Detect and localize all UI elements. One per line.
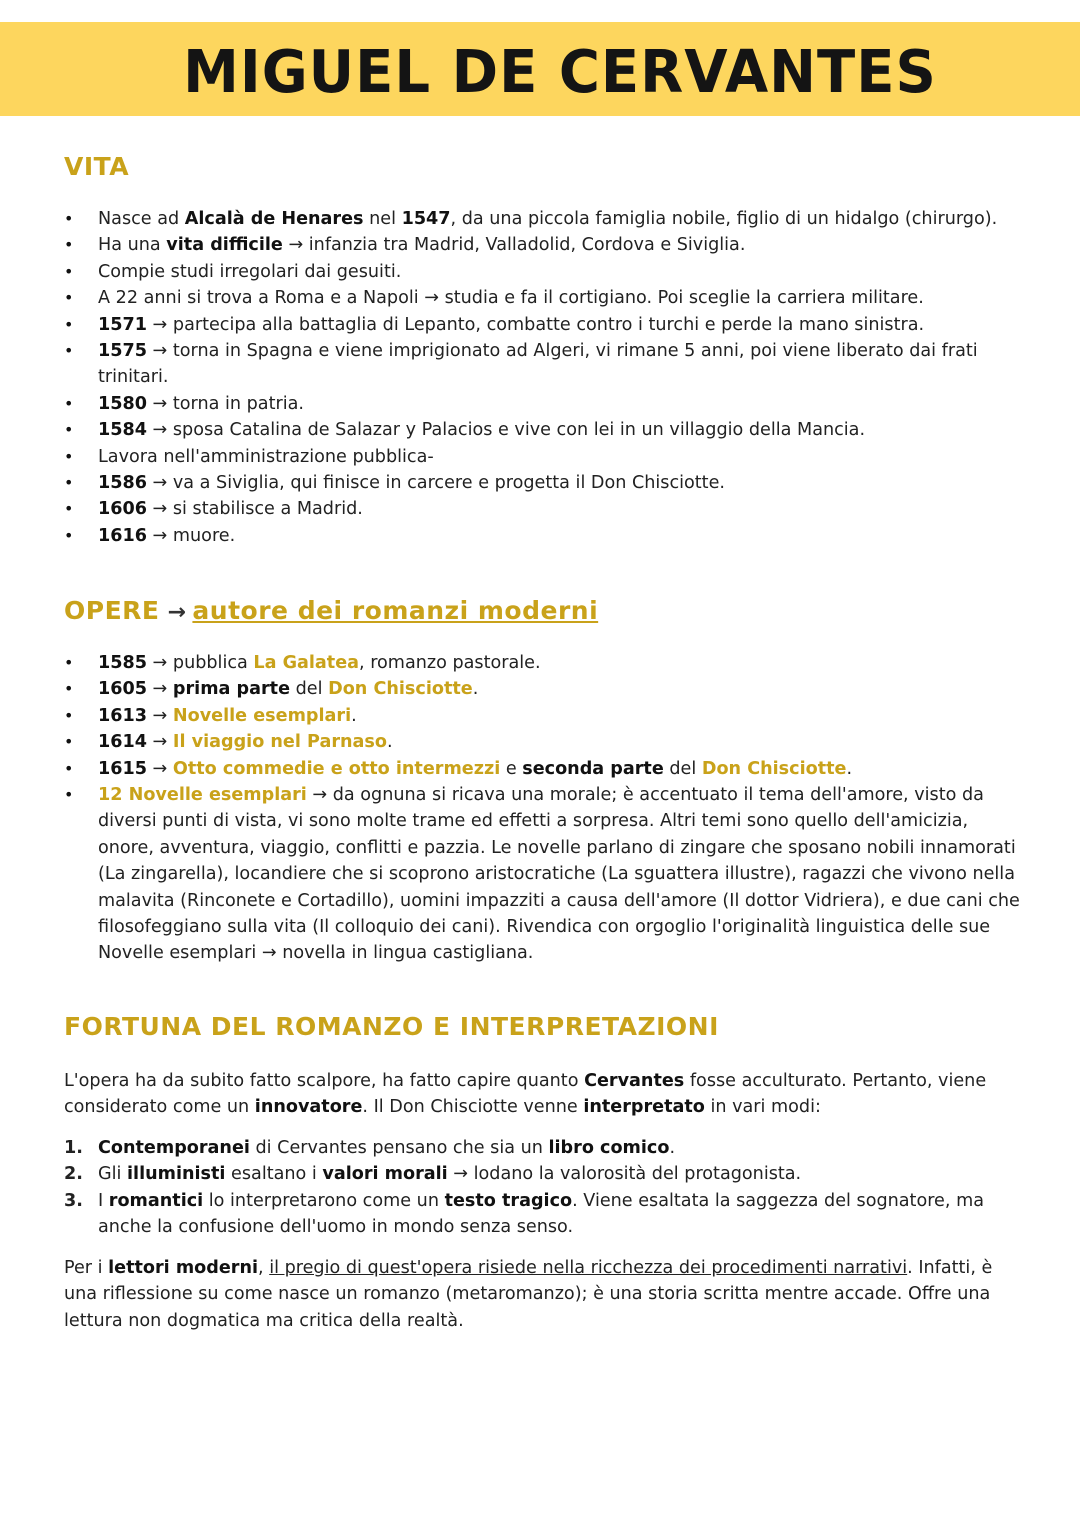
list-item: • 1606 → si stabilisce a Madrid.: [0, 496, 1080, 522]
fortuna-paragraph-intro: L'opera ha da subito fatto scalpore, ha fatto capire quanto Cervantes fosse acculturato. Pertanto, viene considerato come un innovatore. Il Don Chisciotte venne interpretato in vari modi:: [64, 1071, 987, 1118]
opere-heading-label: OPERE: [64, 596, 160, 625]
fortuna-paragraph-modern: Per i lettori moderni, il pregio di quest'opera risiede nella ricchezza dei procedimenti narrativi. Infatti, è una riflessione su come nasce un romanzo (metaromanzo); è una storia scritta mentre accade. Offre una lettura non dogmatica ma critica della realtà.: [64, 1258, 993, 1331]
list-item: • 1571 → partecipa alla battaglia di Lepanto, combatte contro i turchi e perde la mano sinistra.: [0, 312, 1080, 338]
list-item: • Nasce ad Alcalà de Henares nel 1547, da una piccola famiglia nobile, figlio di un hidalgo (chirurgo).: [0, 206, 1080, 232]
list-item: • Lavora nell'amministrazione pubblica-: [0, 444, 1080, 470]
list-item: • 1584 → sposa Catalina de Salazar y Palacios e vive con lei in un villaggio della Mancia.: [0, 417, 1080, 443]
list-item: • 1615 → Otto commedie e otto intermezzi e seconda parte del Don Chisciotte.: [0, 756, 1080, 782]
list-item: • A 22 anni si trova a Roma e a Napoli → studia e fa il cortigiano. Poi sceglie la carriera militare.: [0, 285, 1080, 311]
list-item: • 1586 → va a Siviglia, qui finisce in carcere e progetta il Don Chisciotte.: [0, 470, 1080, 496]
list-item: • 1614 → Il viaggio nel Parnaso.: [0, 729, 1080, 755]
section-heading-opere: [64, 596, 598, 625]
list-item: • 1613 → Novelle esemplari.: [0, 703, 1080, 729]
arrow-icon: →: [167, 600, 187, 625]
list-item: • 12 Novelle esemplari → da ognuna si ricava una morale; è accentuato il tema dell'amore, visto da diversi punti di vista, vi sono molte trame ed effetti a sorpresa. Altri temi sono quello dell'amicizia, onore, avventura, viaggio, conflitti e pazzia. Le novelle parlano di zingare che sposano nobili innamorati (La zingarella), locandiere che si scoprono aristocratiche (La sguattera illustre), ragazzi che vivono nella malavita (Rinconete e Cortadillo), uomini impazziti a causa dell'amore (Il dottor Vidriera), e due cani che filosofeggiano sulla vita (Il colloquio dei cani). Rivendica con orgoglio l'originalità linguistica delle sue Novelle esemplari → novella in lingua castigliana.: [0, 782, 1080, 967]
list-item: 1. Contemporanei di Cervantes pensano che sia un libro comico.: [64, 1138, 676, 1158]
list-item: • 1605 → prima parte del Don Chisciotte.: [0, 676, 1080, 702]
page-title: MIGUEL DE CERVANTES: [183, 38, 937, 107]
list-item: • 1580 → torna in patria.: [0, 391, 1080, 417]
list-item: • 1616 → muore.: [0, 523, 1080, 549]
list-item: • Compie studi irregolari dai gesuiti.: [0, 259, 1080, 285]
list-item: • 1585 → pubblica La Galatea, romanzo pastorale.: [0, 650, 1080, 676]
vita-list: [0, 206, 1080, 549]
list-item: 3. I romantici lo interpretarono come un testo tragico. Viene esaltata la saggezza del sognatore, ma anche la confusione dell'uomo in mondo senza senso.: [64, 1190, 984, 1238]
list-item: • 1575 → torna in Spagna e viene imprigionato ad Algeri, vi rimane 5 anni, poi viene liberato dai frati trinitari.: [0, 338, 1080, 391]
section-heading-fortuna: FORTUNA DEL ROMANZO E INTERPRETAZIONI: [64, 1012, 719, 1041]
list-item: 2. Gli illuministi esaltano i valori morali → lodano la valorosità del protagonista.: [64, 1164, 802, 1185]
section-heading-vita: VITA: [64, 152, 130, 181]
list-item: • Ha una vita difficile → infanzia tra Madrid, Valladolid, Cordova e Siviglia.: [0, 232, 1080, 258]
opere-list: [0, 650, 1080, 967]
opere-heading-link: autore dei romanzi moderni: [192, 596, 599, 625]
interpretations-list: [0, 1135, 1080, 1241]
